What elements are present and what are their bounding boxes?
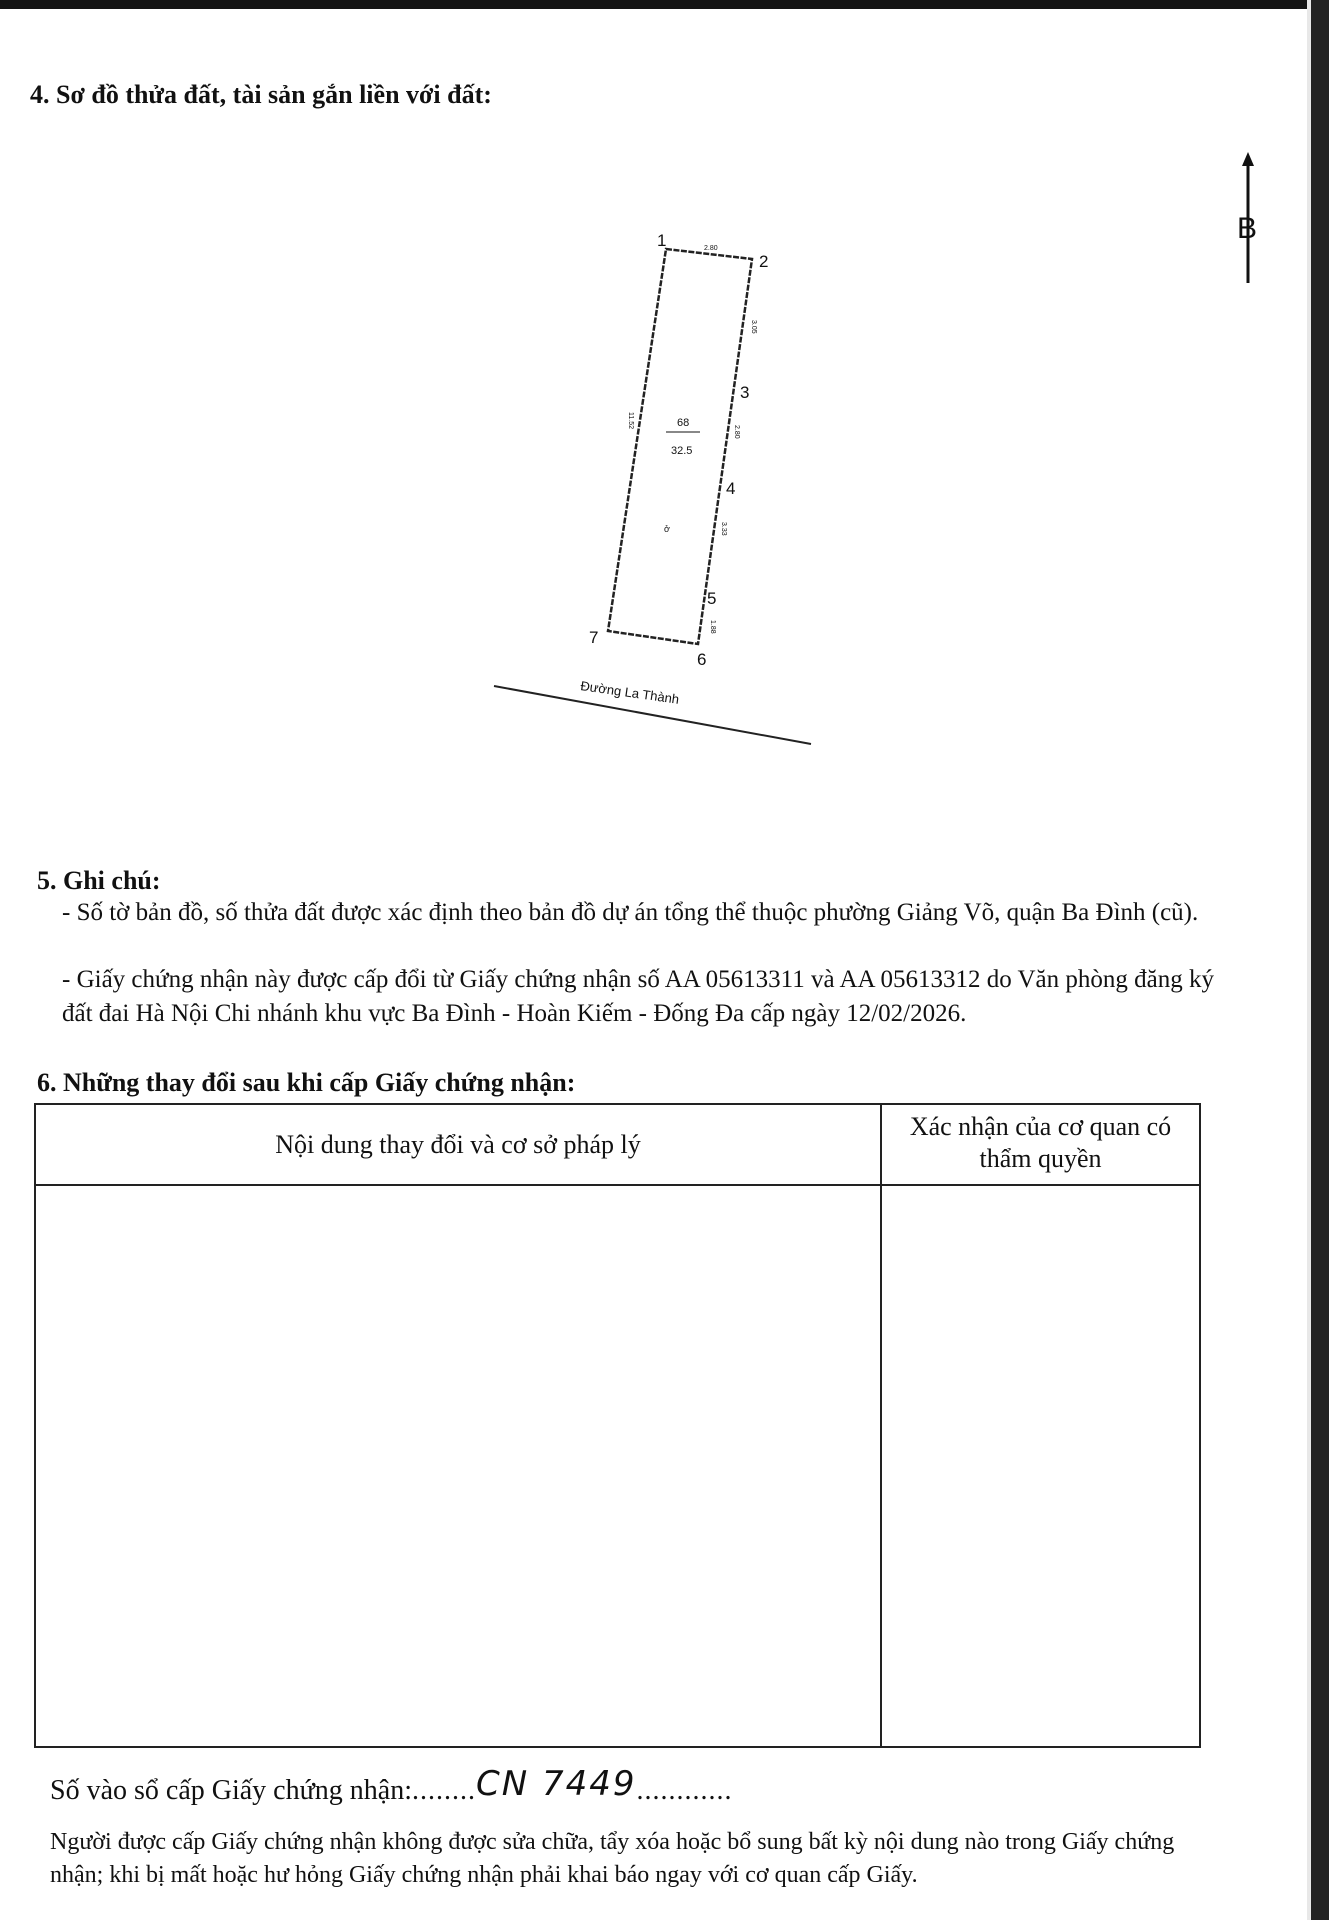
north-label: B: [1237, 212, 1258, 245]
footer-note: Người được cấp Giấy chứng nhận không được sửa chữa, tẩy xóa hoặc bổ sung bất kỳ nội dung nào trong Giấy chứng nhận; khi bị mất hoặc hư hỏng Giấy chứng nhận phải khai báo ngay với cơ quan cấp Giấy.: [50, 1829, 1175, 1888]
edge-length: 2.80: [704, 245, 718, 252]
changes-table: [34, 1103, 1201, 1748]
section-6-title: 6. Những thay đổi sau khi cấp Giấy chứng nhận:: [37, 1068, 576, 1097]
edge-length: 11.52: [627, 412, 634, 429]
point-label: 1: [657, 231, 667, 250]
point-label: 2: [759, 252, 769, 271]
registration-number: CN 7449: [476, 1764, 637, 1804]
note-2: - Giấy chứng nhận này được cấp đổi từ Giấy chứng nhận số AA 05613311 và AA 05613312 do Văn phòng đăng ký đất đai Hà Nội Chi nhánh khu vực Ba Đình - Hoàn Kiếm - Đống Đa cấp ngày 12/02/2026.: [62, 966, 1214, 1027]
column-header-confirmation: Xác nhận của cơ quan có thẩm quyền: [909, 1112, 1172, 1173]
point-label: 5: [707, 589, 717, 608]
parcel-map: [0, 0, 1329, 800]
road-name: Đường La Thành: [579, 678, 681, 707]
point-label: 3: [740, 383, 750, 402]
column-divider: [880, 1105, 882, 1746]
point-label: 6: [697, 650, 707, 669]
dotted-leader: ........: [412, 1775, 476, 1806]
edge-length: 3.33: [720, 522, 727, 536]
registration-label: Số vào sổ cấp Giấy chứng nhận:: [50, 1775, 412, 1806]
note-1: - Số tờ bản đồ, số thửa đất được xác định theo bản đồ dự án tổng thể thuộc phường Giảng Võ, quận Ba Đình (cũ).: [62, 899, 1199, 926]
registration-line: [50, 1764, 733, 1808]
edge-length: 3.05: [750, 320, 757, 334]
point-label: 4: [726, 479, 736, 498]
section-4-title: 4. Sơ đồ thửa đất, tài sản gắn liền với đất:: [30, 80, 492, 109]
section-5-title: 5. Ghi chú:: [37, 866, 161, 895]
edge-length: 2.80: [733, 425, 740, 439]
point-label: 7: [589, 628, 599, 647]
header-divider: [36, 1184, 1199, 1186]
parcel-number: 68: [677, 417, 690, 429]
edge-length: 1.88: [709, 620, 716, 634]
dotted-leader: ............: [636, 1775, 733, 1806]
parcel-area: 32.5: [671, 445, 693, 457]
parcel-use-code: ở: [664, 524, 670, 534]
column-header-content: Nội dung thay đổi và cơ sở pháp lý: [275, 1130, 641, 1159]
